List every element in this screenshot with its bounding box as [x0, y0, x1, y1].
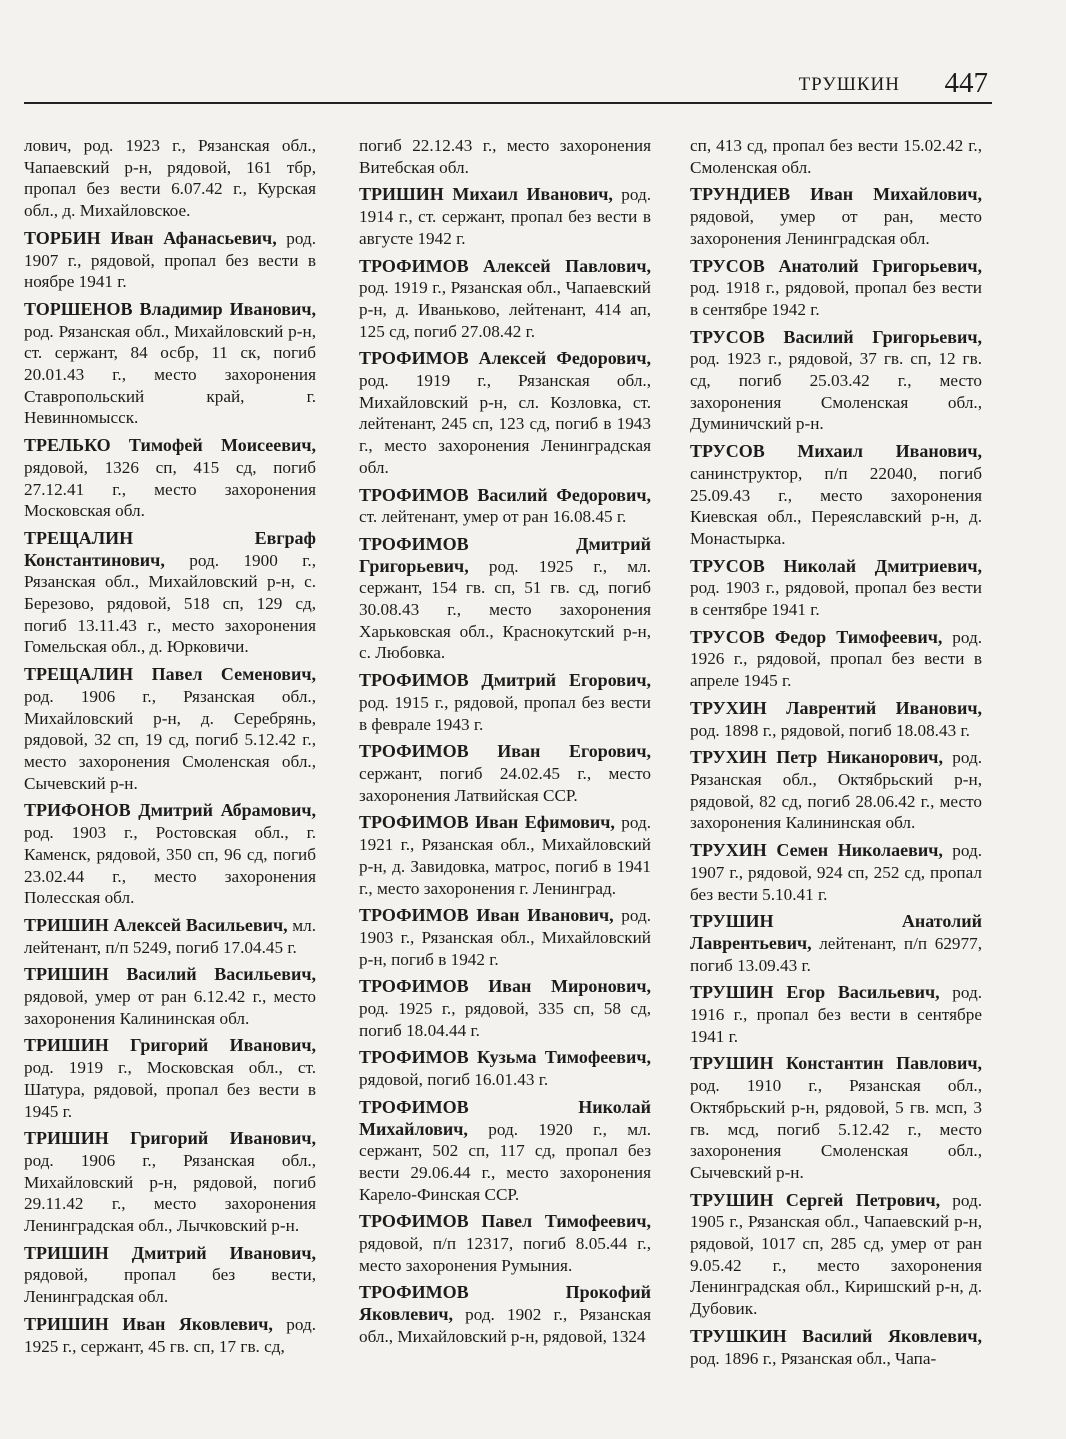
column-3 — [690, 135, 982, 1375]
entry — [359, 1097, 651, 1206]
entry — [359, 256, 651, 343]
entry-text: лейтенант, п/п 62977, погиб 13.09.43 г. — [690, 933, 982, 975]
entry-text: рядовой, умер от ран, место захоронения Ленинградская обл. — [690, 207, 982, 248]
entry-name: ТРУСОВ Федор Тимофеевич, — [690, 626, 943, 647]
entry-name: ТРУШИН Константин Павлович, — [690, 1053, 982, 1074]
entry-name: ТРИШИН Михаил Иванович, — [359, 184, 613, 205]
entry-name: ТРУНДИЕВ Иван Михайлович, — [690, 184, 982, 205]
entry-name: ТРУХИН Лаврентий Иванович, — [690, 697, 982, 718]
entry-name: ТРИФОНОВ Дмитрий Абрамович, — [24, 800, 316, 821]
entry — [690, 747, 982, 834]
entry — [690, 627, 982, 692]
entry-text: рядовой, умер от ран 6.12.42 г., место захоронения Калининская обл. — [24, 987, 316, 1028]
entry — [359, 184, 651, 249]
column-1 — [24, 135, 316, 1363]
entry-text: род. 1903 г., рядовой, пропал без вести в сентябре 1941 г. — [690, 578, 982, 620]
entry — [690, 441, 982, 550]
entry-text: род. 1903 г., Ростовская обл., г. Каменск, рядовой, 350 сп, 96 сд, погиб 23.02.44 г., место захоронения Полесская обл. — [24, 823, 316, 908]
entry-text: род. 1919 г., Московская обл., ст. Шатура, рядовой, пропал без вести в 1945 г. — [24, 1058, 316, 1121]
entry-text: род. 1910 г., Рязанская обл., Октябрьский р-н, рядовой, 5 гв. мсп, 3 гв. мсд, погиб 5.12.42 г., место захоронения Смоленская обл., Сычевский р-н. — [690, 1076, 982, 1182]
entry — [359, 741, 651, 806]
entry — [24, 800, 316, 909]
running-head: ТРУШКИН — [798, 74, 900, 95]
entry-name: ТРОФИМОВ Дмитрий Егорович, — [359, 670, 651, 691]
entry — [359, 976, 651, 1041]
entry — [359, 1211, 651, 1276]
entry-name: ТРОФИМОВ Дмитрий Григорьевич, — [359, 533, 651, 576]
entry — [359, 670, 651, 735]
entry-name: ТРИШИН Иван Яковлевич, — [24, 1313, 273, 1334]
entry-name: ТРУШИН Анатолий Лаврентьевич, — [690, 911, 982, 953]
entry-name: ТРИШИН Алексей Васильевич, — [24, 914, 288, 935]
entry-text: род. 1903 г., Рязанская обл., Михайловский р-н, погиб в 1942 г. — [359, 906, 652, 969]
entry-name: ТОРШЕНОВ Владимир Иванович, — [24, 298, 316, 319]
entry-text: род. 1906 г., Рязанская обл., Михайловский р-н, рядовой, погиб 29.11.42 г., место захоронения Ленинградская обл., Лычковский р-н. — [24, 1150, 316, 1236]
entry — [690, 256, 982, 321]
entry — [690, 556, 982, 621]
entry — [24, 135, 316, 222]
entry-text: род. 1916 г., пропал без вести в сентябре 1941 г. — [690, 983, 982, 1046]
entry-text: род. 1921 г., Рязанская обл., Михайловский р-н, д. Завидовка, матрос, погиб в 1941 г., место захоронения г. Ленинград. — [359, 813, 651, 898]
entry-name: ТРУХИН Семен Николаевич, — [690, 840, 943, 861]
entry-text: род. 1900 г., Рязанская обл., Михайловский р-н, с. Березово, рядовой, 518 сп, 129 сд, погиб 13.11.43 г., место захоронения Гомельская обл., д. Юрковичи. — [24, 550, 316, 657]
entry — [359, 1047, 651, 1090]
entry-name: ТРУСОВ Николай Дмитриевич, — [690, 555, 982, 576]
entry-text: род. 1915 г., рядовой, пропал без вести в феврале 1943 г. — [359, 692, 651, 734]
entry — [24, 1314, 316, 1357]
entry-name: ТРУШИН Егор Васильевич, — [690, 982, 940, 1003]
entry-name: ТРОФИМОВ Алексей Федорович, — [359, 348, 651, 369]
entry-name: ТРЕЛЬКО Тимофей Моисеевич, — [24, 435, 316, 456]
entry — [359, 1282, 651, 1347]
entry-text: род. 1906 г., Рязанская обл., Михайловский р-н, д. Серебрянь, рядовой, 32 сп, 19 сд, погиб 5.12.42 г., место захоронения Смоленская обл., Сычевский р-н. — [24, 686, 316, 793]
page-header — [24, 64, 992, 104]
entry-text: рядовой, пропал без вести, Ленинградская обл. — [24, 1265, 316, 1307]
entry — [359, 135, 651, 178]
entry-text: род. 1902 г., Рязанская обл., Михайловский р-н, рядовой, 1324 — [359, 1305, 651, 1346]
entry — [690, 911, 982, 976]
entry-text: санинструктор, п/п 22040, погиб 25.09.43 г., место захоронения Киевская обл., Переяславский р-н, д. Монастырка. — [690, 463, 982, 548]
entry-text: род. 1920 г., мл. сержант, 502 сп, 117 сд, пропал без вести 29.06.44 г., место захоронения Карело-Финская ССР. — [359, 1119, 652, 1204]
entry-text: мл. лейтенант, п/п 5249, погиб 17.04.45 г. — [24, 915, 316, 957]
entry — [24, 664, 316, 794]
page-number: 447 — [944, 67, 988, 99]
entry-name: ТРУХИН Петр Никанорович, — [690, 747, 943, 768]
entry-name: ТРУСОВ Анатолий Григорьевич, — [690, 255, 982, 276]
entry — [690, 698, 982, 741]
entry — [690, 135, 982, 178]
entry-name: ТРОФИМОВ Иван Иванович, — [359, 905, 614, 926]
entry — [690, 840, 982, 905]
entry-name: ТРУШКИН Василий Яковлевич, — [690, 1325, 982, 1346]
entry-name: ТРОФИМОВ Павел Тимофеевич, — [359, 1211, 651, 1232]
entry-name: ТРОФИМОВ Василий Федорович, — [359, 484, 651, 505]
entry-name: ТРИШИН Василий Васильевич, — [24, 964, 316, 985]
entry-text: род. 1905 г., Рязанская обл., Чапаевский р-н, рядовой, 1017 сп, 285 сд, умер от ран 9.05.42 г., место захоронения Ленинградская обл., Киришский р-н, д. Дубовик. — [690, 1190, 983, 1319]
entry-name: ТРОФИМОВ Иван Ефимович, — [359, 812, 615, 833]
entry-name: ТРЕЩАЛИН Павел Семенович, — [24, 664, 316, 685]
entry — [24, 915, 316, 958]
entry-name: ТРОФИМОВ Николай Михайлович, — [359, 1096, 651, 1139]
entry — [690, 1190, 982, 1320]
entry-text: рядовой, 1326 сп, 415 сд, погиб 27.12.41 г., место захоронения Московская обл. — [24, 457, 316, 521]
entry-text: род. Рязанская обл., Михайловский р-н, ст. сержант, 84 осбр, 11 ск, погиб 20.01.43 г., место захоронения Ставропольский край, г. Невинномысск. — [24, 321, 316, 428]
entry-name: ТРОФИМОВ Прокофий Яковлевич, — [359, 1282, 651, 1325]
entry — [24, 435, 316, 522]
entry — [690, 1053, 982, 1183]
entry-text: род. 1925 г., мл. сержант, 154 гв. сп, 51 гв. сд, погиб 30.08.43 г., место захоронения Харьковская обл., Краснокутский р-н, с. Любовка. — [359, 556, 651, 663]
entry — [359, 905, 651, 970]
entry-text: род. 1923 г., рядовой, 37 гв. сп, 12 гв. сд, погиб 25.03.42 г., место захоронения Смоленская обл., Думиничский р-н. — [690, 349, 982, 434]
entry-name: ТРОФИМОВ Иван Миронович, — [359, 976, 651, 997]
column-2 — [359, 135, 651, 1354]
entry — [359, 348, 651, 478]
entry-text: род. 1898 г., рядовой, погиб 18.08.43 г. — [690, 720, 970, 740]
entry-text: рядовой, п/п 12317, погиб 8.05.44 г., место захоронения Румыния. — [359, 1234, 651, 1275]
entry-text: род. 1896 г., Рязанская обл., Чапа- — [690, 1348, 937, 1368]
entry-name: ТРОФИМОВ Кузьма Тимофеевич, — [359, 1047, 651, 1068]
entry-text: сп, 413 сд, пропал без вести 15.02.42 г., Смоленская обл. — [690, 136, 982, 177]
entry-text: рядовой, погиб 16.01.43 г. — [359, 1070, 549, 1090]
entry-name: ТРОФИМОВ Иван Егорович, — [359, 741, 651, 762]
entry-name: ТРУСОВ Михаил Иванович, — [690, 441, 982, 462]
entry-text: род. 1925 г., рядовой, 335 сп, 58 сд, погиб 18.04.44 г. — [359, 999, 651, 1040]
entry — [690, 982, 982, 1047]
entry-text: род. 1914 г., ст. сержант, пропал без вести в августе 1942 г. — [359, 185, 651, 248]
entry-text: род. 1907 г., рядовой, пропал без вести в ноябре 1941 г. — [24, 228, 317, 292]
entry-text: ст. лейтенант, умер от ран 16.08.45 г. — [359, 507, 627, 527]
entry — [24, 1243, 316, 1308]
entry-name: ТРИШИН Григорий Иванович, — [24, 1035, 316, 1056]
entry-text: род. 1907 г., рядовой, 924 сп, 252 сд, пропал без вести 5.10.41 г. — [690, 841, 982, 904]
entry-text: род. 1919 г., Рязанская обл., Чапаевский р-н, д. Иваньково, лейтенант, 414 ап, 125 сд, погиб 27.08.42 г. — [359, 278, 651, 341]
entry — [690, 1326, 982, 1369]
entry-name: ТРЕЩАЛИН Евграф Константинович, — [24, 527, 316, 570]
entry — [24, 1128, 316, 1237]
entry-name: ТРУШИН Сергей Петрович, — [690, 1189, 941, 1210]
entry — [24, 964, 316, 1029]
entry — [359, 534, 651, 664]
entry — [24, 528, 316, 658]
entry-text: погиб 22.12.43 г., место захоронения Витебская обл. — [359, 136, 651, 177]
entry-name: ТРУСОВ Василий Григорьевич, — [690, 326, 982, 347]
entry — [359, 485, 651, 528]
entry — [24, 1035, 316, 1122]
entry-name: ТОРБИН Иван Афанасьевич, — [24, 227, 277, 248]
entry-text: лович, род. 1923 г., Рязанская обл., Чапаевский р-н, рядовой, 161 тбр, пропал без вести 6.07.42 г., Курская обл., д. Михайловское. — [24, 136, 316, 221]
entry-name: ТРИШИН Дмитрий Иванович, — [24, 1242, 316, 1263]
entry — [690, 184, 982, 249]
entry — [690, 327, 982, 436]
entry-name: ТРИШИН Григорий Иванович, — [24, 1128, 316, 1149]
entry-name: ТРОФИМОВ Алексей Павлович, — [359, 255, 651, 276]
entry-text: род. Рязанская обл., Октябрьский р-н, рядовой, 82 сд, погиб 28.06.42 г., место захоронения Калининская обл. — [690, 748, 982, 833]
entry-text: сержант, погиб 24.02.45 г., место захоронения Латвийская ССР. — [359, 763, 651, 805]
entry-text: род. 1925 г., сержант, 45 гв. сп, 17 гв. сд, — [24, 1314, 316, 1356]
entry — [24, 299, 316, 429]
entry-text: род. 1918 г., рядовой, пропал без вести в сентябре 1942 г. — [690, 278, 982, 319]
entry-text: род. 1919 г., Рязанская обл., Михайловский р-н, сл. Козловка, ст. лейтенант, 245 сп, 123 сд, погиб в 1943 г., место захоронения Ленинградская обл. — [359, 371, 651, 477]
entry — [24, 228, 316, 293]
entry-text: род. 1926 г., рядовой, пропал без вести в апреле 1945 г. — [690, 627, 982, 691]
entry — [359, 812, 651, 899]
